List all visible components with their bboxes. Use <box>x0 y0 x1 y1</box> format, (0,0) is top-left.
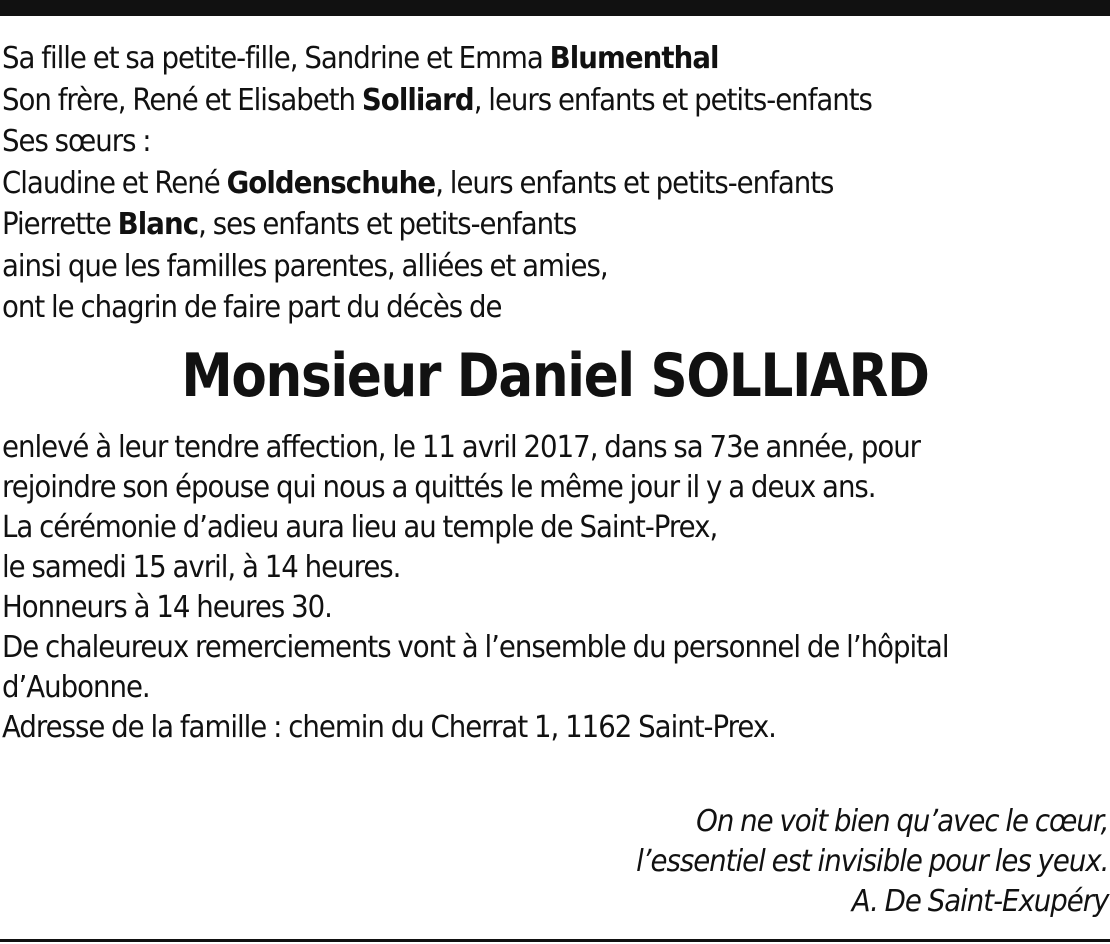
details-line: Honneurs à 14 heures 30. <box>2 590 332 625</box>
quote-author: A. De Saint-Exupéry <box>851 884 1108 919</box>
relation-text: , leurs enfants et petits-enfants <box>435 165 834 201</box>
relation-text: , ses enfants et petits-enfants <box>198 207 577 242</box>
announcement-line <box>2 80 1020 122</box>
family-name: Blanc <box>117 207 199 242</box>
announcement-line <box>2 204 1020 246</box>
relation-text: Pierrette <box>2 207 118 242</box>
details-line: d’Aubonne. <box>2 670 150 705</box>
family-name: Solliard <box>361 82 474 118</box>
quote-line: l’essentiel est invisible pour les yeux. <box>635 844 1108 879</box>
family-name: Goldenschuhe <box>226 165 436 201</box>
details-line: La cérémonie d’adieu aura lieu au temple de Saint-Prex, <box>2 510 718 545</box>
relation-text: , leurs enfants et petits-enfants <box>473 82 872 118</box>
top-border-rule <box>0 0 1110 16</box>
announcement-line: ainsi que les familles parentes, alliées et amies, <box>2 248 608 284</box>
family-name: Blumenthal <box>549 41 719 76</box>
family-address: Adresse de la famille : chemin du Cherrat 1, 1162 Saint-Prex. <box>2 710 776 745</box>
relation-text: Claudine et René <box>2 165 227 201</box>
relation-text: Sa fille et sa petite-fille, Sandrine et Emma <box>2 41 550 76</box>
details-line: enlevé à leur tendre affection, le 11 avril 2017, dans sa 73e année, pour <box>2 430 921 465</box>
obituary-details <box>2 428 1020 748</box>
deceased-name-heading: Monsieur Daniel SOLLIARD <box>181 341 929 411</box>
closing-quote <box>636 802 1108 922</box>
details-line: De chaleureux remerciements vont à l’ensemble du personnel de l’hôpital <box>2 630 949 665</box>
details-line: rejoindre son épouse qui nous a quittés le même jour il y a deux ans. <box>2 470 876 505</box>
details-line: le samedi 15 avril, à 14 heures. <box>2 550 401 585</box>
family-announcement <box>2 38 1020 329</box>
announcement-line <box>2 163 1020 205</box>
announcement-line: Ses sœurs : <box>2 124 151 159</box>
announcement-line: ont le chagrin de faire part du décès de <box>2 290 502 325</box>
bottom-border-rule <box>0 939 1110 942</box>
quote-line: On ne voit bien qu’avec le cœur, <box>695 804 1108 839</box>
relation-text: Son frère, René et Elisabeth <box>2 82 362 118</box>
announcement-line <box>2 38 1020 80</box>
